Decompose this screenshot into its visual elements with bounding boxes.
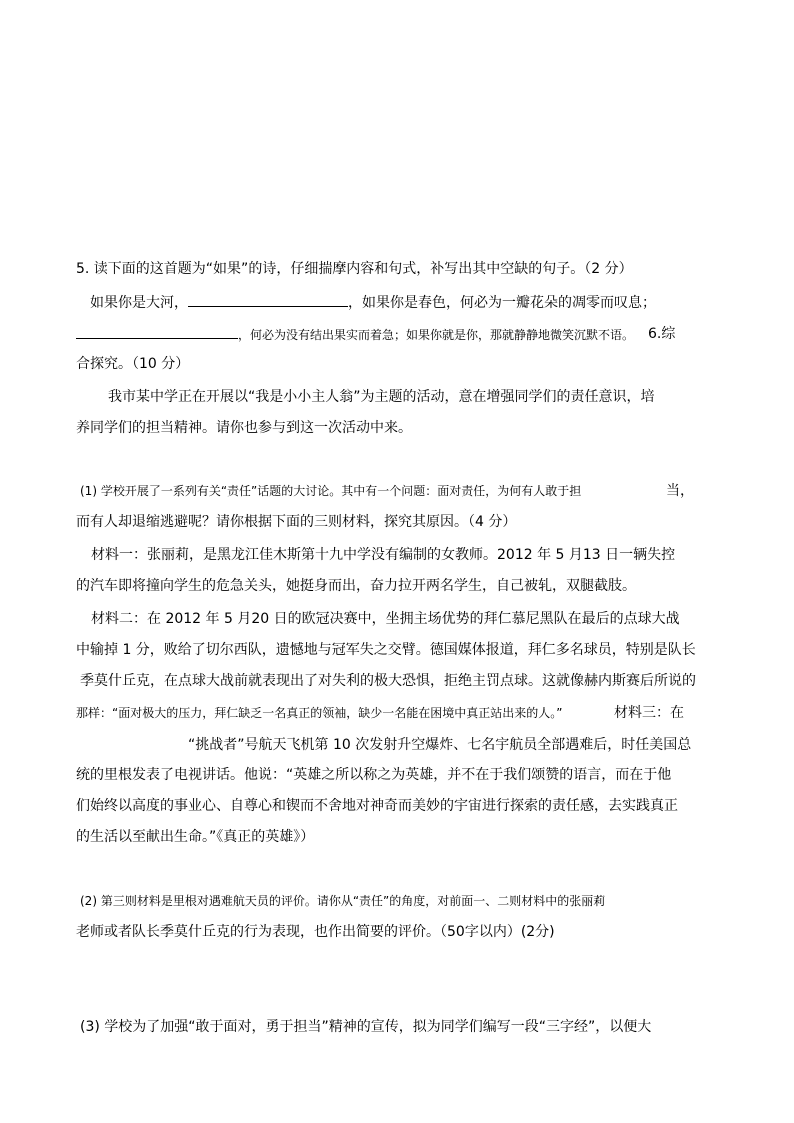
intro-line-2: 养同学们的担当精神。请你也参与到这一次活动中来。 xyxy=(76,420,412,436)
q5-line2-text: ，何必为没有结出果实而着急；如果你就是你，那就静静地微笑沉默不语。 xyxy=(238,328,635,342)
material3-line-2: 统的里根发表了电视讲话。他说：“英雄之所以称之为英雄，并不在于我们颂赞的语言，而在于他 xyxy=(76,767,672,783)
material2-line-3: 季莫什丘克，在点球大战前就表现出了对失利的极大恐惧，拒绝主罚点球。这就像赫内斯赛后所说的 xyxy=(80,673,696,689)
material3-line-1: “挑战者”号航天飞机第 10 次发射升空爆炸、七名宇航员全部遇难后，时任美国总 xyxy=(188,737,692,753)
material1-line-1: 材料一：张丽莉，是黑龙江佳木斯第十九中学没有编制的女教师。2012 年 5 月13 日一辆失控 xyxy=(91,547,676,563)
part2-question-line-1: (2) 第三则材料是里根对遇难航天员的评价。请你从“责任”的角度，对前面一、二则材料中的张丽莉 xyxy=(80,894,606,908)
intro-line-1: 我市某中学正在开展以“我是小小主人翁”为主题的活动，意在增强同学们的责任意识，培 xyxy=(108,389,655,405)
q6-heading: 6.综 xyxy=(648,326,676,342)
material3-line-3: 们始终以高度的事业心、自尊心和锲而不舍地对神奇而美妙的宇宙进行探索的责任感，去实践真正 xyxy=(76,798,678,814)
q5-blank-2[interactable] xyxy=(76,324,238,339)
q5-line1 xyxy=(90,292,656,312)
material3-line-4: 的生活以至献出生命。”《真正的英雄》） xyxy=(76,829,315,845)
part2-question-line-2: 老师或者队长季莫什丘克的行为表现，也作出简要的评价。（50字以内）(2分) xyxy=(76,924,555,940)
q5-line1-end: ，如果你是春色，何必为一瓣花朵的凋零而叹息； xyxy=(348,295,656,311)
part1-question-line-1: (1) 学校开展了一系列有关“责任”话题的大讨论。其中有一个问题：面对责任，为何有人敢于担 xyxy=(80,484,582,498)
part3-question-line-1: (3) 学校为了加强“敢于面对，勇于担当”精神的宣传，拟为同学们编写一段“三字经”，以便大 xyxy=(80,1019,652,1035)
material2-line-2: 中输掉 1 分，败给了切尔西队，遗憾地与冠军失之交臂。德国媒体报道，拜仁多名球员，特别是队长 xyxy=(76,642,696,658)
part1-question-line-1-end: 当， xyxy=(666,483,694,499)
q5-title: 5. 读下面的这首题为“如果”的诗，仔细揣摩内容和句式，补写出其中空缺的句子。（2 分） xyxy=(76,261,633,277)
material1-line-2: 的汽车即将撞向学生的危急关头，她挺身而出，奋力拉开两名学生，自己被轧，双腿截肢。 xyxy=(76,578,636,594)
q5-line2 xyxy=(76,324,634,344)
material2-line-1: 材料二：在 2012 年 5 月20 日的欧冠决赛中，坐拥主场优势的拜仁慕尼黑队在最后的点球大战 xyxy=(91,611,680,627)
q5-blank-1[interactable] xyxy=(188,292,348,307)
q5-line1-start: 如果你是大河， xyxy=(90,295,188,311)
material3-heading: 材料三：在 xyxy=(614,705,684,721)
material2-line-4: 那样：“面对极大的压力，拜仁缺乏一名真正的领袖，缺少一名能在困境中真正站出来的人。” xyxy=(76,706,563,720)
part1-question-line-2: 而有人却退缩逃避呢？请你根据下面的三则材料，探究其原因。（4 分） xyxy=(76,514,517,530)
q6-heading-cont: 合探究。（10 分） xyxy=(76,356,190,372)
